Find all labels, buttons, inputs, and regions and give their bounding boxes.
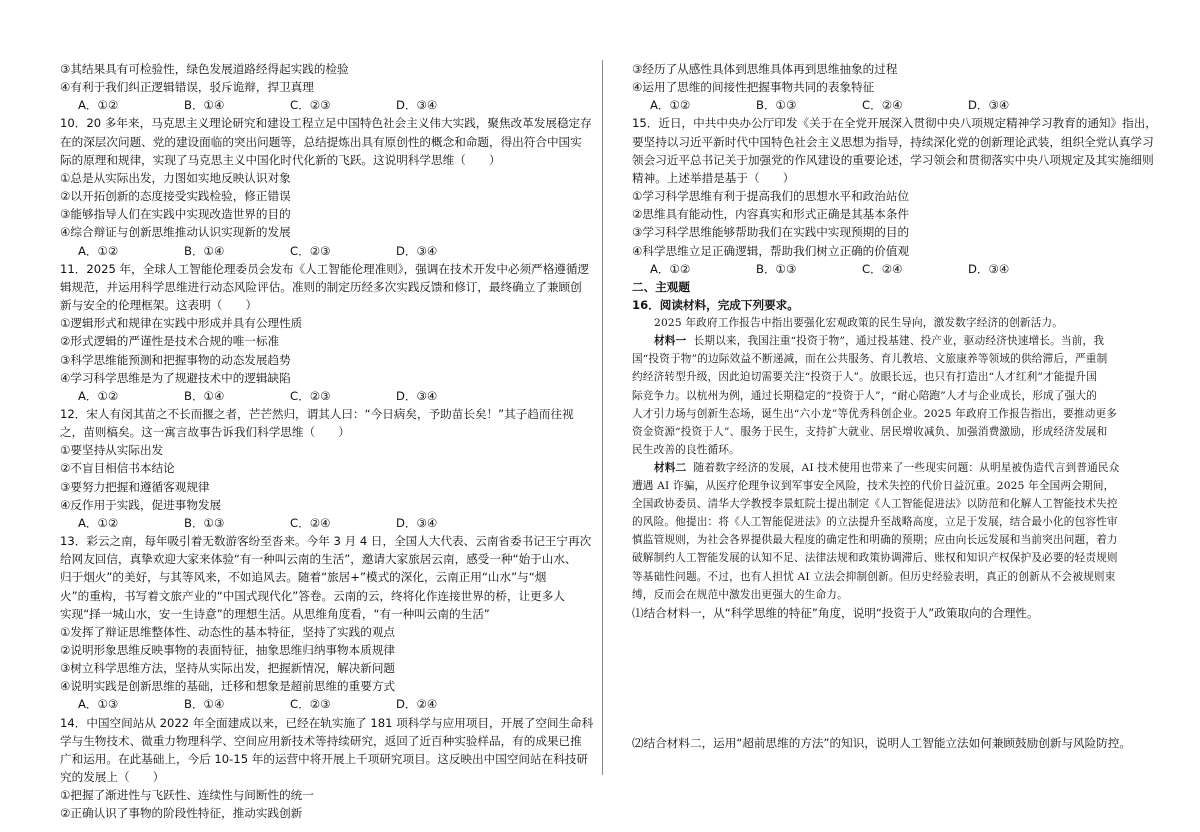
choice-c: C．②④ — [862, 98, 903, 113]
choice-d: D．③④ — [968, 261, 1010, 276]
column-divider — [602, 60, 603, 775]
choice-d: D．③④ — [396, 243, 438, 258]
choice-b: B．①④ — [184, 98, 225, 113]
material-2-label: 材料二 — [654, 461, 687, 474]
choice-d: D．③④ — [968, 98, 1010, 113]
q14-choices — [632, 96, 1152, 114]
q12-option-1: ①要坚持从实际出发 — [60, 443, 164, 458]
choice-a: A．①② — [650, 261, 691, 276]
q15-option-1: ①学习科学思维有利于提高我们的思想水平和政治站位 — [632, 189, 910, 204]
choice-b: B．①③ — [756, 261, 797, 276]
q14-option-4: ④运用了思维的间接性把握事物共同的表象特征 — [632, 80, 875, 95]
choice-b: B．①④ — [184, 697, 225, 712]
answer-space — [632, 622, 1152, 734]
q16-subquestion-2: ⑵结合材料二，运用“超前思维的方法”的知识，说明人工智能立法如何兼顾鼓励创新与风险防控。 — [632, 735, 1131, 750]
q9-choices — [60, 96, 595, 114]
material-2-line: 慎监管规则，为社会各界提供最大程度的确定性和明确的预期；应由向长远发展和当前突出问题，着力 — [632, 534, 1118, 547]
material-2-line: 全国政协委员、清华大学教授李景虹院士提出制定《人工智能促进法》以防范和化解人工智能技术失控 — [632, 498, 1118, 511]
material-1-line: 资金资源“投资于人”、服务于民生，支持扩大就业、居民增收减负、加强消费激励，形成经济发展和 — [632, 425, 1108, 438]
q13-stem-line: 13．彩云之南，每年吸引着无数游客纷至沓来。今年 3 月 4 日，全国人大代表、云南省委书记王宁再次 — [60, 534, 592, 549]
q10-option-1: ①总是从实际出发，力图如实地反映认识对象 — [60, 170, 291, 185]
q14-stem-line: 广和运用。在此基础上，今后 10-15 年的运营中将开展上千项研究项目。这反映出中国空间站在科技研 — [60, 751, 588, 766]
material-1-line — [632, 332, 1152, 350]
choice-d: D．③④ — [396, 515, 438, 530]
q10-option-2: ②以开拓创新的态度接受实践检验，修正错误 — [60, 189, 291, 204]
material-2-line: 缚，反而会在规范中激发出更强大的生命力。 — [632, 588, 848, 601]
q14-stem-line: 14．中国空间站从 2022 年全面建成以来，已经在轨实施了 181 项科学与应用项目，开展了空间生命科 — [60, 715, 594, 730]
q14-option-1: ①把握了渐进性与飞跃性、连续性与间断性的统一 — [60, 788, 314, 803]
choice-d: D．③④ — [396, 388, 438, 403]
choice-c: C．②③ — [290, 697, 331, 712]
q14-stem-line: 学与生物技术、微重力物理科学、空间应用新技术等持续研究，返回了近百种实验样品，有的成果已推 — [60, 733, 582, 748]
material-1-line: 人才引力场与创新生态场，诞生出“六小龙”等优秀科创企业。2025 年政府工作报告指出，要推动更多 — [632, 407, 1118, 420]
choice-c: C．②③ — [290, 243, 331, 258]
material-intro-text: 2025 年政府工作报告中指出要强化宏观政策的民生导向，激发数字经济的创新活力。 — [654, 317, 1064, 330]
q12-stem-line: 12．宋人有闵其苗之不长而揠之者，芒芒然归，谓其人曰：“今日病矣，予助苗长矣！”其子趋而往视 — [60, 406, 574, 421]
q15-option-3: ③学习科学思维能够帮助我们在实践中实现预期的目的 — [632, 225, 910, 240]
q14-stem-line: 究的发展上（ ） — [60, 770, 165, 785]
q13-option-1: ①发挥了辩证思维整体性、动态性的基本特征，坚持了实践的观点 — [60, 624, 396, 639]
q12-option-2: ②不盲目相信书本结论 — [60, 461, 175, 476]
q15-stem-line: 15．近日，中共中央办公厅印发《关于在全党开展深入贯彻中央八项规定精神学习教育的通知》指出， — [632, 116, 1157, 131]
q16-subquestion-1: ⑴结合材料一，从“科学思维的特征”角度，说明“投资于人”政策取向的合理性。 — [632, 605, 1039, 620]
choice-a: A．①② — [78, 243, 119, 258]
q11-stem-line: 新与安全的伦理框架。这表明（ ） — [60, 298, 258, 313]
q14-option-2: ②正确认识了事物的阶段性特征，推动实践创新 — [60, 806, 303, 821]
material-2-line — [632, 459, 1152, 477]
choice-a: A．①② — [78, 98, 119, 113]
choice-c: C．②③ — [290, 388, 331, 403]
q10-stem-line: 际的原理和规律，实现了马克思主义中国化时代化新的飞跃。这说明科学思维（ ） — [60, 152, 501, 167]
q15-choices — [632, 260, 1152, 278]
choice-b: B．①④ — [184, 388, 225, 403]
q9-option-3: ③其结果具有可检验性，绿色发展道路经得起实践的检验 — [60, 62, 349, 76]
choice-d: D．②④ — [396, 697, 438, 712]
q14-option-3: ③经历了从感性具体到思维具体再到思维抽象的过程 — [632, 62, 898, 76]
material-block — [632, 314, 1152, 604]
choice-b: B．①③ — [756, 98, 797, 113]
choice-c: C．②④ — [862, 261, 903, 276]
q15-option-4: ④科学思维立足正确逻辑，帮助我们树立正确的价值观 — [632, 243, 910, 258]
material-2-line: 破解制约人工智能发展的认知不足、法律法规和政策协调滞后、账权和知识产权保护及必要的轻责规则 — [632, 552, 1118, 565]
q10-option-3: ③能够指导人们在实践中实现改造世界的目的 — [60, 207, 291, 222]
choice-b: B．①④ — [184, 243, 225, 258]
q11-choices — [60, 387, 595, 405]
material-1-text: 长期以来，我国注重“投资于物”，通过投基建、投产业，驱动经济快速增长。当前，我 — [693, 335, 1105, 348]
material-1-line: 约经济转型升级，因此迫切需要关注“投资于人”。放眼长远，也只有打造出“人才红利”才能提升国 — [632, 371, 1098, 384]
material-1-line: 国“投资于物”的边际效益不断递减，而在公共服务、育儿教培、文旅康养等领域的供给滞后，严重制 — [632, 353, 1108, 366]
right-column — [632, 60, 1157, 752]
q13-choices — [60, 695, 595, 713]
q13-option-2: ②说明形象思维反映事物的表面特征，抽象思维归纳事物本质规律 — [60, 643, 396, 657]
q12-stem-line: 之，苗则槁矣。这一寓言故事告诉我们科学思维（ ） — [60, 425, 350, 440]
choice-b: B．①③ — [184, 515, 225, 530]
q15-stem-line: 要坚持以习近平新时代中国特色社会主义思想为指导，持续深化党的创新理论武装，组织全党认真学习 — [632, 134, 1154, 149]
q10-choices — [60, 242, 595, 260]
q15-stem-line: 精神。上述举措是基于（ ） — [632, 170, 795, 185]
q13-option-4: ④说明实践是创新思维的基础，迁移和想象是超前思维的重要方式 — [60, 679, 396, 694]
q11-option-1: ①逻辑形式和规律在实践中形成并具有公理性质 — [60, 316, 303, 331]
choice-a: A．①② — [650, 98, 691, 113]
q13-stem-line: 火”的重构，书写着文旅产业的“中国式现代化”答卷。云南的云，终将化作连接世界的桥，让更多人 — [60, 588, 565, 603]
q13-stem-line: 实现“择一城山水，安一生诗意”的理想生活。从思维角度看，“有一种叫云南的生活” — [60, 606, 490, 621]
q9-option-4: ④有利于我们纠正逻辑错误，驳斥诡辩，捍卫真理 — [60, 80, 314, 95]
q11-stem-line: 11．2025 年，全球人工智能伦理委员会发布《人工智能伦理准则》，强调在技术开发中必须严格遵循逻 — [60, 261, 590, 276]
q15-option-2: ②思维具有能动性，内容真实和形式正确是其基本条件 — [632, 207, 910, 222]
section-heading: 二、主观题 — [632, 279, 690, 294]
material-1-label: 材料一 — [654, 335, 687, 348]
q10-option-4: ④综合辩证与创新思维推动认识实现新的发展 — [60, 225, 291, 240]
q16-heading: 16．阅读材料，完成下列要求。 — [632, 298, 799, 313]
q13-stem-line: 给网友回信，真挚欢迎大家来体验“有一种叫云南的生活”，邀请大家旅居云南，感受一种“始于山水、 — [60, 552, 577, 567]
choice-a: A．①② — [78, 388, 119, 403]
choice-c: C．②④ — [290, 515, 331, 530]
q11-option-3: ③科学思维能预测和把握事物的动态发展趋势 — [60, 352, 291, 367]
material-2-line: 的风险。他提出：将《人工智能促进法》的立法提升至战略高度，立足于发展，结合最小化的包容性审 — [632, 516, 1118, 529]
choice-a: A．①③ — [78, 697, 119, 712]
material-1-line: 际竞争力。以杭州为例，通过长期稳定的“投资于人”，“耐心陪跑”人才与企业成长，形成了强大的 — [632, 389, 1098, 402]
q12-option-4: ④反作用于实践，促进事物发展 — [60, 497, 222, 512]
q10-stem-line: 10．20 多年来，马克思主义理论研究和建设工程立足中国特色社会主义伟大实践，聚焦改革发展稳定存 — [60, 116, 592, 131]
q12-option-3: ③要努力把握和遵循客观规律 — [60, 479, 210, 494]
material-intro — [632, 314, 1152, 332]
choice-d: D．③④ — [396, 98, 438, 113]
left-column — [60, 60, 595, 823]
q10-stem-line: 在的深层次问题、党的建设面临的突出问题等，总结提炼出具有原创性的概念和命题，得出符合中国实 — [60, 134, 582, 149]
choice-a: A．①② — [78, 515, 119, 530]
material-2-text: 随着数字经济的发展，AI 技术使用也带来了一些现实问题：从明星被伪造代言到普通民众 — [693, 461, 1120, 474]
q12-choices — [60, 514, 595, 532]
material-2-line: 等基础性问题。不过，也有人担忧 AI 立法会抑制创新。但历史经验表明，真正的创新从不会被规则束 — [632, 570, 1116, 583]
material-2-line: 遭遇 AI 诈骗，从医疗伦理争议到军事安全风险，技术失控的代价日益沉重。2025 年全国两会期间， — [632, 480, 1115, 493]
q13-option-3: ③树立科学思维方法，坚持从实际出发，把握新情况，解决新问题 — [60, 661, 396, 676]
material-1-line: 民生改善的良性循环。 — [632, 443, 740, 456]
q11-option-4: ④学习科学思维是为了规避技术中的逻辑缺陷 — [60, 370, 291, 385]
choice-c: C．②③ — [290, 98, 331, 113]
q11-stem-line: 辑规范，并运用科学思维进行动态风险评估。准则的制定历经多次实践反馈和修订，最终确立了兼顾创 — [60, 279, 582, 294]
q15-stem-line: 领会习近平总书记关于加强党的作风建设的重要论述，学习领会和贯彻落实中央八项规定及其实施细则 — [632, 152, 1154, 167]
q11-option-2: ②形式逻辑的严谨性是技术合规的唯一标准 — [60, 334, 280, 349]
q13-stem-line: 归于烟火”的美好，与其等风来，不如追风去。随着“旅居+”模式的深化，云南正用“山水”与“烟 — [60, 570, 547, 585]
